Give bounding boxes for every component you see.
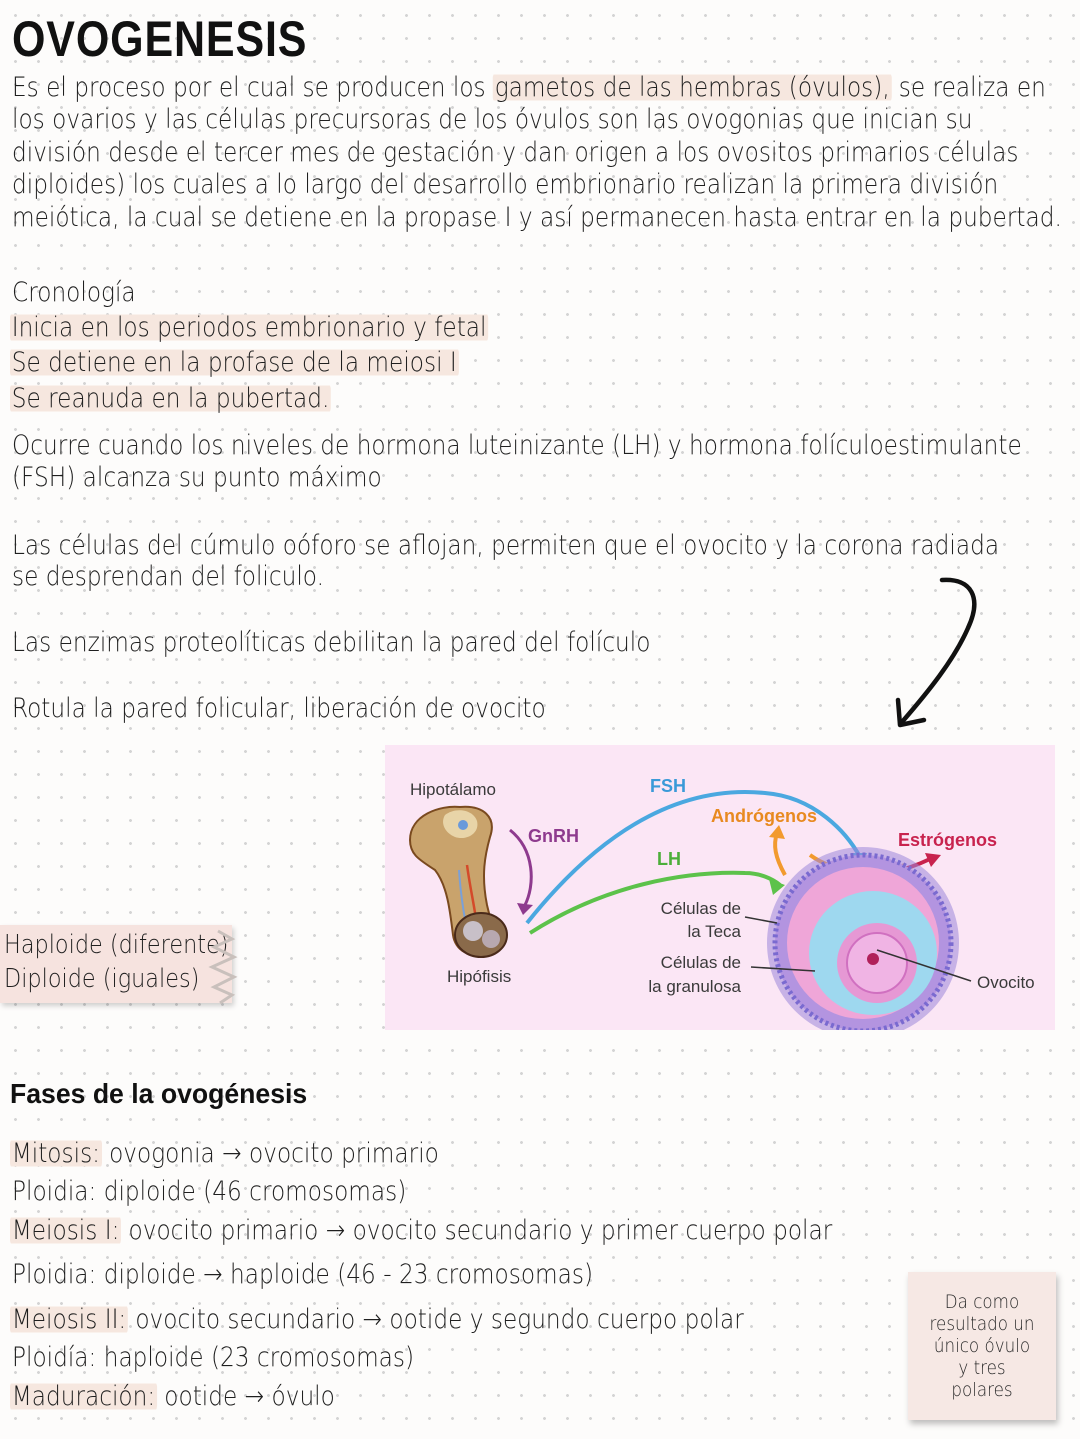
intro-text-before: Es el proceso por el cual se producen los [12, 72, 494, 103]
label-ovocito: Ovocito [977, 973, 1035, 992]
fase-item: Ploidia: diploide → haploide (46 - 23 cromosomas) [12, 1259, 594, 1290]
label-lh: LH [657, 849, 681, 869]
celulas-line-2: se desprendan del foliculo. [12, 561, 324, 592]
intro-paragraph [12, 72, 1066, 234]
enzimas-line: Las enzimas proteolíticas debilitan la pared del folículo [12, 627, 651, 658]
ocurre-line-1: Ocurre cuando los niveles de hormona luteinizante (LH) y hormona folículoestimulante [12, 430, 1022, 461]
result-note-text: Da como resultado un único óvulo y tres polares [929, 1291, 1035, 1401]
curved-arrow-icon [880, 570, 990, 735]
cronologia-heading: Cronología [12, 277, 136, 308]
brain-pituitary-icon [410, 807, 507, 957]
fases-heading: Fases de la ovogénesis [10, 1078, 308, 1109]
cronologia-item: Se reanuda en la pubertad. [11, 383, 330, 414]
ocurre-line-2: (FSH) alcanza su punto máximo [12, 462, 382, 493]
cronologia-item: Inicia en los periodos embrionario y fetal [11, 312, 487, 343]
androgenos-arrow [775, 833, 785, 875]
fase-item: Meiosis II: ovocito secundario → ootide y segundo cuerpo polar [11, 1304, 744, 1335]
intro-text-after: se realiza en los ovarios y las células precursoras de los óvulos son las ovogonias que inician su división desde el tercer mes de gestación y dan origen a los ovositos primarios células diploides) los cuales a lo largo del desarrollo embrionario realizan la primera división meiótica, la cual se detiene en la propase I y así permanecen hasta entrar en la pubertad. [12, 72, 1062, 233]
label-estrogenos: Estrógenos [898, 830, 998, 850]
hormone-diagram-svg [385, 745, 1055, 1030]
follicle-icon [767, 847, 959, 1030]
label-hipotalamo: Hipotálamo [410, 780, 496, 799]
fase-item: Ploidía: haploide (23 cromosomas) [12, 1342, 415, 1373]
result-sticky-note [908, 1272, 1056, 1420]
fase-item: Mitosis: ovogonia → ovocito primario [11, 1138, 439, 1169]
label-androgenos: Andrógenos [711, 806, 817, 826]
ploidy-sticky-note [0, 925, 232, 1003]
label-fsh: FSH [650, 776, 686, 796]
page-title: OVOGENESIS [12, 11, 308, 67]
torn-edge-icon [200, 929, 246, 1005]
hormone-diagram [385, 745, 1055, 1030]
cronologia-item: Se detiene en la profase de la meiosi I [11, 347, 457, 378]
label-teca-1: Células de [660, 899, 741, 918]
lh-arrow [530, 873, 780, 933]
celulas-line-1: Las células del cúmulo oóforo se aflojan, permiten que el ovocito y la corona radiada [12, 530, 1000, 561]
label-granulosa-2: la granulosa [648, 977, 741, 996]
androgenos-arrowhead [769, 825, 785, 839]
gnrh-arrowhead [517, 903, 533, 915]
label-gnrh: GnRH [528, 826, 579, 846]
label-teca-2: la Teca [687, 922, 741, 941]
intro-highlight: gametos de las hembras (óvulos), [494, 72, 890, 103]
label-granulosa-1: Células de [660, 953, 741, 972]
label-hipofisis: Hipófisis [447, 967, 512, 986]
fase-item: Ploidia: diploide (46 cromosomas) [12, 1176, 407, 1207]
rotula-line: Rotula la pared folicular, liberación de ovocito [12, 693, 546, 724]
sticky-line-haploide: Haploide (diferente) [4, 930, 229, 960]
sticky-line-diploide: Diploide (iguales) [4, 964, 200, 994]
fase-item: Meiosis I: ovocito primario → ovocito secundario y primer cuerpo polar [11, 1215, 833, 1246]
fase-item: Maduración: ootide → óvulo [11, 1381, 335, 1412]
